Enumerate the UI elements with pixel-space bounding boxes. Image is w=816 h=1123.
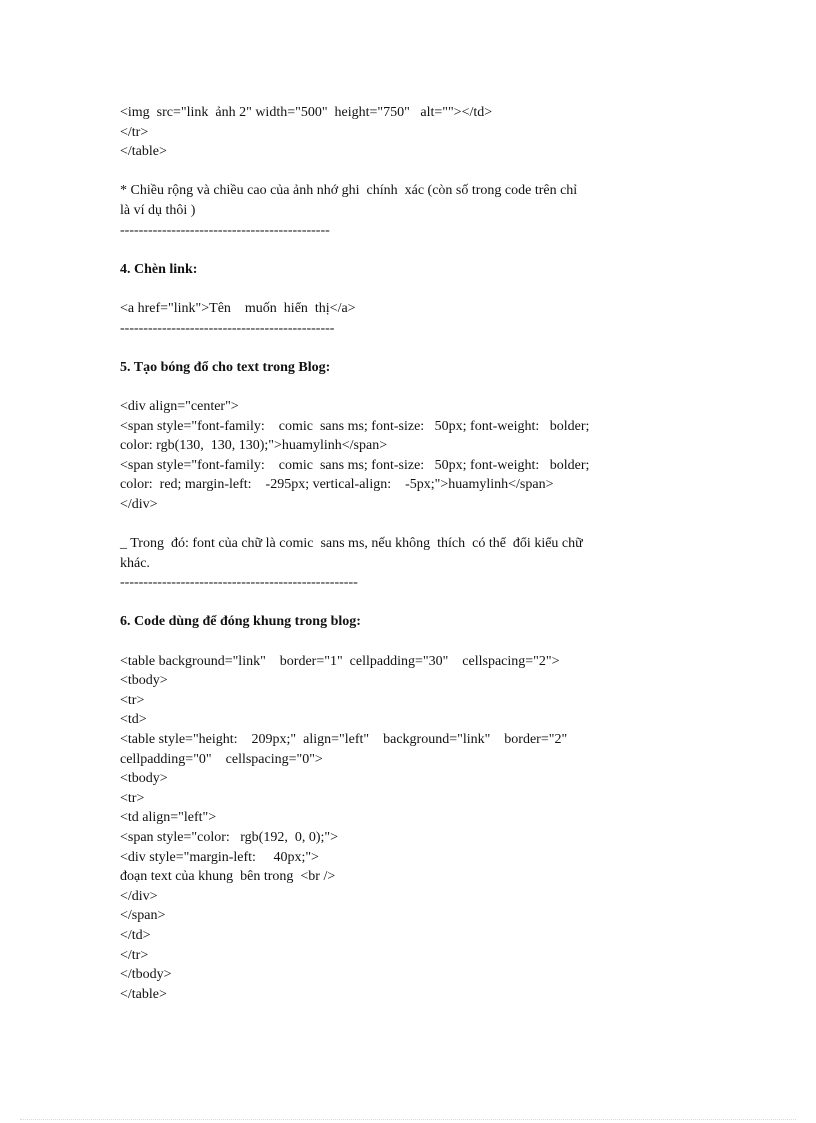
document-page [120, 103, 640, 1004]
code-line: <tr> [120, 692, 145, 708]
code-line: <td align="left"> [120, 810, 217, 826]
spacer [120, 514, 640, 534]
code-line: cellpadding="0" cellspacing="0"> [120, 751, 323, 767]
code-line: <div style="margin-left: 40px;"> [120, 849, 319, 865]
code-line: </tr> [120, 124, 149, 140]
code-line: <tr> [120, 790, 145, 806]
code-line: <tbody> [120, 771, 168, 787]
divider: --------------------------------------------------- [120, 575, 358, 591]
page-bottom-rule [20, 1119, 796, 1120]
note-line: là ví dụ thôi ) [120, 202, 196, 218]
divider: --------------------------------------------- [120, 222, 330, 238]
code-line: </table> [120, 986, 167, 1002]
code-line: <span style="font-family: comic sans ms; font-size: 50px; font-weight: bolder; [120, 457, 590, 473]
code-line: </span> [120, 908, 166, 924]
code-line: </div> [120, 496, 158, 512]
spacer [120, 593, 640, 613]
note-line: _ Trong đó: font của chữ là comic sans ms, nếu không thích có thể đổi kiểu chữ [120, 536, 583, 552]
code-line: đoạn text của khung bên trong <br /> [120, 869, 336, 885]
code-line: <a href="link">Tên muốn hiển thị</a> [120, 300, 356, 316]
spacer [120, 338, 640, 358]
code-line: <table style="height: 209px;" align="left" background="link" border="2" [120, 732, 568, 747]
code-line: <table background="link" border="1" cellpadding="30" cellspacing="2"> [120, 653, 560, 669]
spacer [120, 632, 640, 652]
code-line: <tbody> [120, 673, 168, 689]
code-line: <span style="color: rgb(192, 0, 0);"> [120, 829, 338, 845]
code-line: </tr> [120, 947, 149, 963]
code-line: <td> [120, 712, 147, 728]
section-6-heading: 6. Code dùng để đóng khung trong blog: [120, 614, 361, 630]
code-line: color: rgb(130, 130, 130);">huamylinh</span> [120, 438, 388, 454]
divider: ---------------------------------------------- [120, 320, 335, 336]
note-line: * Chiều rộng và chiều cao của ảnh nhớ ghi chính xác (còn số trong code trên chỉ [120, 183, 578, 199]
spacer [120, 279, 640, 299]
note-line: khác. [120, 555, 150, 571]
spacer [120, 377, 640, 397]
code-line: <span style="font-family: comic sans ms; font-size: 50px; font-weight: bolder; [120, 418, 590, 434]
code-line: </td> [120, 927, 151, 943]
code-line: color: red; margin-left: -295px; vertical-align: -5px;">huamylinh</span> [120, 477, 554, 493]
section-4-heading: 4. Chèn link: [120, 261, 198, 277]
spacer [120, 162, 640, 182]
code-line: <div align="center"> [120, 398, 239, 414]
code-line: <img src="link ảnh 2" width="500" height="750" alt=""></td> [120, 105, 493, 120]
section-5-heading: 5. Tạo bóng đổ cho text trong Blog: [120, 359, 331, 375]
spacer [120, 240, 640, 260]
code-line: </div> [120, 888, 158, 904]
code-line: </tbody> [120, 967, 172, 983]
code-line: </table> [120, 144, 167, 160]
